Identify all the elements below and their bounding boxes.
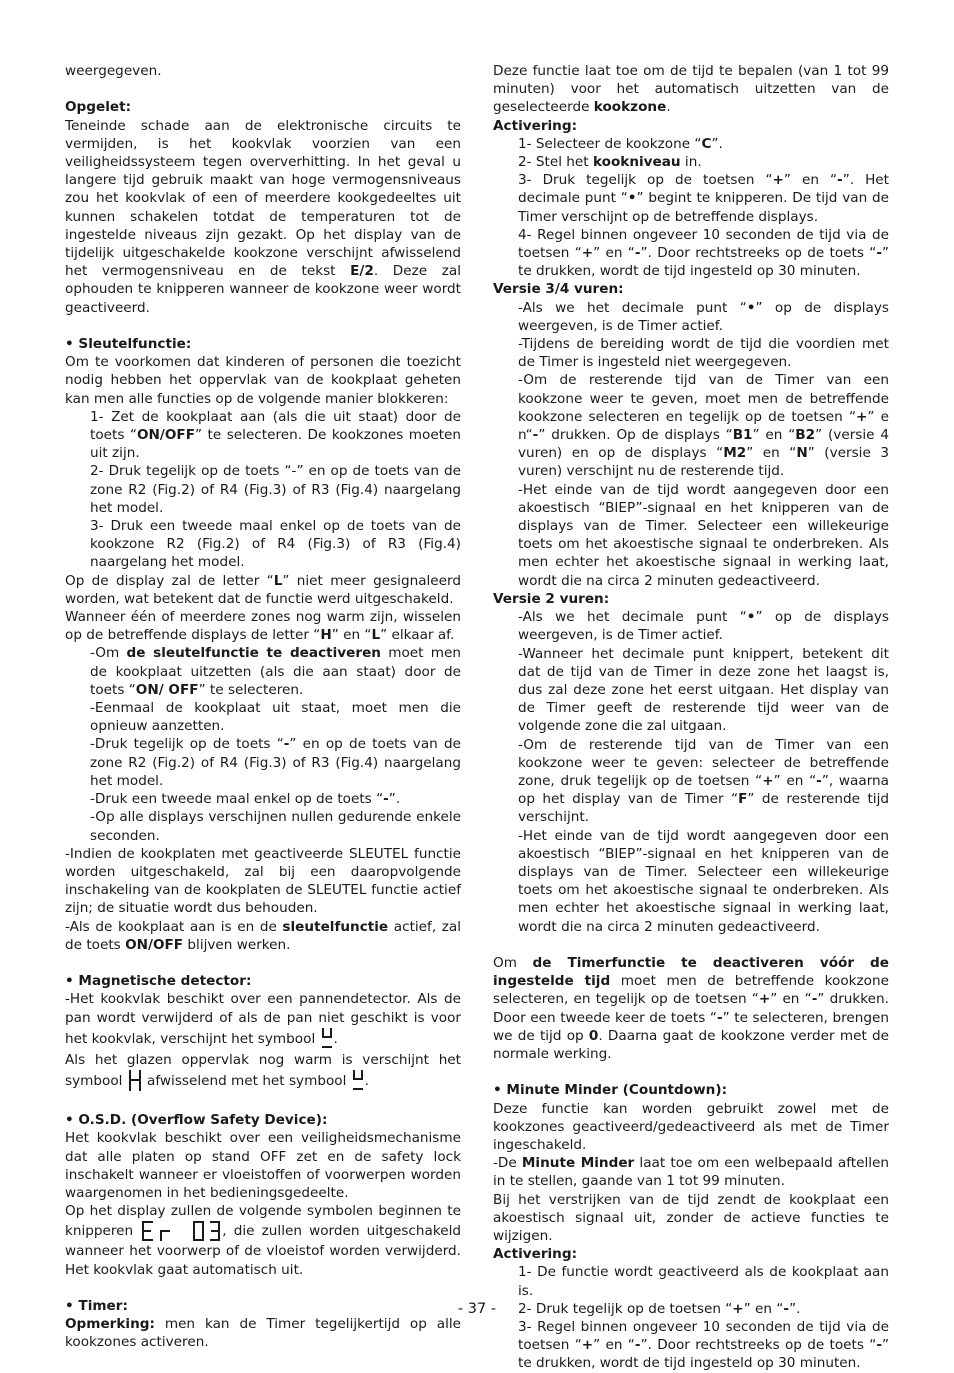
paragraph <box>65 990 461 1050</box>
bold-text-run: L <box>371 627 381 644</box>
text-run: ” niet meer gesignaleerd worden, wat betekent dat de functie werd uitgeschakeld. <box>65 572 462 607</box>
paragraph <box>65 335 461 353</box>
bold-text-run: E/2 <box>350 263 374 280</box>
paragraph <box>90 790 461 808</box>
text-run: ” en “ <box>770 991 812 1008</box>
h-symbol-icon <box>127 1069 143 1093</box>
text-run: ” elkaar af. <box>380 627 455 644</box>
text-run: ” begint te knipperen. De tijd van de Timer verschijnt op de betreffende displays. <box>518 190 889 225</box>
paragraph <box>65 1051 461 1093</box>
text-run: Deze functie kan worden gebruikt zowel met de kookzones geactiveerd/gedeactiveerd als met de Timer ingeschakeld. <box>493 1100 889 1153</box>
paragraph <box>518 827 889 936</box>
paragraph <box>90 408 461 463</box>
text-run: Teneinde schade aan de elektronische circuits te vermijden, is het kookvlak voorzien van een veiligheidssysteem tegen oververhitting. In het geval u langere tijd gebruik maakt van hoge vermogensniveaus zou het kookvlak of een of meerdere kookgedeeltes uit kunnen schakelen totdat de temperaturen tot de ingestelde niveaus zijn gezakt. Op het display van de tijdelijk uitgeschakelde kookzone verschijnt afwisselend het vermogensniveau en de tekst <box>65 117 461 280</box>
text-run: weergegeven. <box>65 63 162 79</box>
paragraph <box>65 117 461 317</box>
paragraph <box>518 171 889 226</box>
text-run: -Als we het decimale punt “ <box>518 609 747 626</box>
text-run: Op het display zullen de volgende symbolen beginnen te knipperen <box>65 1203 461 1240</box>
bold-text-run: - <box>837 172 843 189</box>
bold-text-run: + <box>772 172 784 189</box>
paragraph <box>518 1263 889 1299</box>
bold-text-run: + <box>581 245 594 262</box>
text-run: laat toe om een welbepaald aftellen in te stellen, gaande van 1 tot 99 minuten. <box>493 1155 889 1190</box>
text-run: ” de resterende tijd verschijnt. <box>518 791 889 826</box>
text-run: -Tijdens de bereiding wordt de tijd die voordien met de Timer is ingesteld niet weergegeven. <box>518 336 889 371</box>
bold-text-run: - <box>634 1337 641 1354</box>
bold-text-run: N <box>796 445 808 462</box>
text-run: actief, zal de toets <box>65 918 461 953</box>
text-run: Als het glazen oppervlak nog warm is verschijnt het symbool <box>65 1051 461 1089</box>
paragraph <box>65 353 461 408</box>
paragraph <box>90 462 461 517</box>
text-run: 3- Regel binnen ongeveer 10 seconden de tijd via de toetsen “ <box>518 1318 889 1354</box>
paragraph <box>65 1129 461 1202</box>
text-run: ” op de displays weergeven, is de Timer actief. <box>518 609 889 644</box>
text-run: -Op alle displays verschijnen nullen gedurende enkele seconden. <box>90 809 461 844</box>
text-run: ” en “ <box>773 772 817 789</box>
bold-text-run: H <box>320 627 332 644</box>
pan-symbol-icon <box>351 1069 365 1093</box>
text-run: ” en op de toets van de zone R2 (Fig.2) of R4 (Fig.3) of R3 (Fig.4) naargelang het model. <box>90 736 461 789</box>
spacer <box>65 1279 461 1297</box>
text-run: -Druk een tweede maal enkel op de toets “ <box>90 791 384 808</box>
bold-text-run: Opmerking: <box>65 1316 155 1333</box>
text-run: -Het einde van de tijd wordt aangegeven door een akoestisch “BIEP”-signaal en het knipperen van de displays van de Timer. Selecteer een willekeurige toets om het akoestische signaal te onderbreken. Als men echter het akoestische signaal in werking laat, wordt die na circa 2 minuten gedeactiveerd. <box>518 827 889 935</box>
text-run: -Om <box>90 645 127 662</box>
bold-text-run: L <box>273 572 283 589</box>
bold-text-run: + <box>732 1300 744 1317</box>
bold-text-run: • Timer: <box>65 1297 128 1314</box>
text-run: 2- Druk tegelijk op de toetsen “ <box>518 1300 733 1317</box>
text-run: ” en “ <box>593 1337 635 1354</box>
text-run: -Wanneer het decimale punt knippert, betekent dit dat de tijd van de Timer in deze zone het laagst is, dus zal deze zone het eerst uitgaan. Het display van de Timer geeft de resterende tijd weer van de volgende zone die zal uitgaan. <box>518 645 889 735</box>
text-run: Om <box>493 954 533 971</box>
text-run: ” en “ <box>783 172 838 189</box>
bold-text-run: Activering: <box>493 117 578 134</box>
text-run: -Indien de kookplaten met geactiveerde SLEUTEL functie worden uitgeschakeld, zal bij een daaropvolgende inschakeling van de kookplaten de SLEUTEL functie actief zijn; de situatie wordt dus behouden. <box>65 845 461 917</box>
paragraph <box>518 608 889 644</box>
text-run: , die zullen worden uitgeschakeld wanneer het voorwerp of de vloeistof worden verwijderd. Het kookvlak gaat automatisch uit. <box>65 1223 461 1278</box>
text-run: . Daarna gaat de kookzone verder met de normale werking. <box>493 1027 890 1062</box>
bold-text-run: - <box>283 736 290 753</box>
text-run: 1- De functie wordt geactiveerd als de kookplaat aan is. <box>518 1264 889 1299</box>
text-run: ” en “ <box>752 427 796 444</box>
bold-text-run: kookniveau <box>592 154 681 171</box>
spacer <box>493 936 889 954</box>
text-run: -Het kookvlak beschikt over een pannendetector. Als de pan wordt verwijderd of als de pan niet geschikt is voor het kookvlak, verschijnt het symbool <box>65 991 461 1047</box>
bold-text-run: de Timerfunctie te deactiveren vóór de ingestelde tijd <box>493 954 889 990</box>
bold-text-run: + <box>581 1337 594 1354</box>
text-run: Het kookvlak beschikt over een veiligheidsmechanisme dat alle platen op stand OFF zet en de safety lock inschakelt wanneer er vloeistoffen of voorwerpen worden waargenomen in het bedieningsgedeelte. <box>65 1130 461 1201</box>
paragraph <box>518 481 889 590</box>
text-run: afwisselend met het symbool <box>142 1072 351 1089</box>
bold-text-run: Opgelet: <box>65 99 132 116</box>
bold-text-run: - <box>783 1300 790 1317</box>
paragraph <box>65 972 461 990</box>
paragraph <box>518 736 889 827</box>
text-run: men kan de Timer tegelijkertijd op alle kookzones activeren. <box>65 1316 461 1351</box>
bold-text-run: - <box>634 245 641 262</box>
text-run: . <box>364 1072 370 1089</box>
bold-text-run: • O.S.D. (Overflow Safety Device): <box>65 1112 328 1129</box>
text-run: ” drukken. Door een tweede keer de toets “ <box>493 991 889 1026</box>
spacer <box>65 317 461 335</box>
spacer <box>493 1063 889 1081</box>
text-run: ” te selecteren, brengen we de tijd op <box>493 1009 889 1044</box>
paragraph <box>65 845 461 918</box>
paragraph <box>493 1100 889 1155</box>
bold-text-run: • Magnetische detector: <box>65 973 252 990</box>
text-run: ” te selecteren. <box>198 681 304 698</box>
bold-text-run: sleutelfunctie <box>282 918 389 935</box>
paragraph <box>90 735 461 790</box>
bold-text-run: de sleutelfunctie te deactiveren <box>126 645 381 662</box>
text-run: ”. <box>388 791 401 808</box>
text-run: Deze functie laat toe om de tijd te bepalen (van 1 tot 99 minuten) voor het automatisch uitzetten van de geselecteerde <box>493 63 889 116</box>
bold-text-run: + <box>758 991 771 1008</box>
bold-text-run: M2 <box>723 445 747 462</box>
paragraph <box>65 1315 461 1351</box>
text-run: ” e n“ <box>518 408 889 444</box>
bold-text-run: + <box>762 772 774 789</box>
text-run: ” en “ <box>743 1300 784 1317</box>
text-run: moet men de betreffende kookzone selecteren, en tegelijk op de toetsen “ <box>493 973 889 1008</box>
text-run: ”. Door rechtstreeks op de toets “ <box>640 245 877 262</box>
paragraph <box>493 590 889 608</box>
bold-text-run: - <box>876 1337 882 1354</box>
text-run: ”. Het decimale punt “ <box>518 172 889 207</box>
text-run: blijven werken. <box>183 936 291 953</box>
text-run: -De <box>493 1155 522 1172</box>
paragraph <box>90 517 461 572</box>
bold-text-run: F <box>738 791 748 808</box>
bold-text-run: ON/OFF <box>136 427 195 444</box>
text-run: -Druk tegelijk op de toets “ <box>90 736 284 753</box>
paragraph <box>493 1154 889 1190</box>
bold-text-run: - <box>532 427 539 444</box>
text-run: 1- Zet de kookplaat aan (als die uit staat) door de toets “ <box>90 408 461 444</box>
text-run: ”. <box>789 1300 801 1317</box>
bold-text-run: • Sleutelfunctie: <box>65 336 192 353</box>
text-run: ” en “ <box>593 245 635 262</box>
text-run: -Als we het decimale punt “ <box>518 299 747 316</box>
text-run: 2- Stel het <box>518 154 593 171</box>
bold-text-run: Minute Minder <box>521 1155 635 1172</box>
paragraph <box>493 954 889 1063</box>
paragraph <box>518 645 889 736</box>
paragraph <box>65 1202 461 1279</box>
paragraph <box>90 808 461 844</box>
bold-text-run: Versie 3/4 vuren: <box>493 281 624 298</box>
text-run: Op de display zal de letter “ <box>65 572 274 589</box>
bold-text-run: - <box>816 772 822 789</box>
bold-text-run: kookzone <box>593 99 667 116</box>
text-run: -Om de resterende tijd van de Timer van een kookzone weer te geven: selecteer de betreffende zone, druk tegelijk op de toetsen “ <box>518 736 889 789</box>
paragraph <box>493 1245 889 1263</box>
text-run: ”, waarna op het display van de Timer “ <box>518 772 889 808</box>
paragraph <box>493 62 889 117</box>
text-run: -Eenmaal de kookplaat uit staat, moet men die opnieuw aanzetten. <box>90 700 461 735</box>
spacer <box>65 954 461 972</box>
er03-symbol-icon <box>140 1220 222 1242</box>
right-column <box>493 62 889 1373</box>
paragraph <box>518 135 889 153</box>
text-run: in. <box>680 154 702 171</box>
bold-text-run: B2 <box>795 427 816 444</box>
bold-text-run: 0 <box>588 1027 599 1044</box>
paragraph <box>493 1191 889 1246</box>
text-run: Bij het verstrijken van de tijd zendt de kookplaat een akoestisch signaal uit, zonder de actieve functies te wijzigen. <box>493 1191 889 1244</box>
paragraph <box>518 335 889 371</box>
text-run: 1- Selecteer de kookzone “ <box>518 135 702 152</box>
spacer <box>65 80 461 98</box>
bold-text-run: ON/OFF <box>125 936 184 953</box>
pan-symbol-icon <box>320 1027 334 1051</box>
text-run: ” drukken. Op de displays “ <box>538 427 733 444</box>
bold-text-run: - <box>876 245 882 262</box>
text-run: Wanneer één of meerdere zones nog warm zijn, wisselen op de betreffende displays de letter “ <box>65 609 461 644</box>
bold-text-run: • Minute Minder (Countdown): <box>493 1082 728 1099</box>
text-run: -Als de kookplaat aan is en de <box>65 918 283 935</box>
text-run: ” te selecteren. De kookzones moeten uit zijn. <box>90 427 461 462</box>
text-run: 3- Druk tegelijk op de toetsen “ <box>518 172 773 189</box>
paragraph <box>518 371 889 480</box>
bold-text-run: - <box>383 791 389 808</box>
paragraph <box>65 62 461 80</box>
paragraph <box>518 153 889 171</box>
text-run: . Deze zal ophouden te knipperen wanneer de kookzone weer wordt geactiveerd. <box>65 263 461 316</box>
bold-text-run: - <box>811 991 818 1008</box>
paragraph <box>65 608 461 644</box>
paragraph <box>493 1081 889 1099</box>
bold-text-run: - <box>716 1009 723 1026</box>
bold-text-run: + <box>856 408 868 425</box>
text-run: Om te voorkomen dat kinderen of personen die toezicht nodig hebben het oppervlak van de kookplaat geheten kan men alle functies op de volgende manier blokkeren: <box>65 354 461 407</box>
paragraph <box>90 699 461 735</box>
bold-text-run: Versie 2 vuren: <box>493 590 610 607</box>
text-run: . <box>666 99 671 116</box>
text-run: ” (versie 3 vuren) verschijnt nu de resterende tijd. <box>518 445 889 480</box>
text-run: 2- Druk tegelijk op de toets “-” en op de toets van de zone R2 (Fig.2) of R4 (Fig.3) of R3 (Fig.4) naargelang het model. <box>90 463 461 516</box>
bold-text-run: Activering: <box>493 1246 578 1263</box>
text-run: ” en “ <box>746 445 797 462</box>
text-run: ”. <box>711 135 723 152</box>
paragraph <box>65 98 461 116</box>
text-run: 4- Regel binnen ongeveer 10 seconden de tijd via de toetsen “ <box>518 226 889 262</box>
page-number: - 37 - <box>457 1301 497 1317</box>
paragraph <box>493 280 889 298</box>
bold-text-run: B1 <box>732 427 753 444</box>
text-run: ” (versie 4 vuren) en op de displays “ <box>518 427 889 462</box>
paragraph <box>518 1318 889 1373</box>
text-run: ” en “ <box>331 627 372 644</box>
text-run: . <box>333 1030 338 1047</box>
paragraph <box>65 918 461 954</box>
paragraph <box>65 1111 461 1129</box>
left-column <box>65 62 461 1352</box>
bold-text-run: • <box>746 609 756 626</box>
text-run: moet men de kookplaat uitzetten (als die aan staat) door de toets “ <box>90 645 461 698</box>
text-run: ”. Door rechtstreeks op de toets “ <box>640 1337 877 1354</box>
bold-text-run: C <box>701 135 712 152</box>
paragraph <box>518 299 889 335</box>
bold-text-run: • <box>627 190 637 207</box>
bold-text-run: ON/ OFF <box>135 681 199 698</box>
spacer <box>65 1093 461 1111</box>
paragraph <box>90 644 461 699</box>
paragraph <box>518 226 889 281</box>
paragraph <box>493 117 889 135</box>
text-run: -Het einde van de tijd wordt aangegeven door een akoestisch “BIEP”-signaal en het knipperen van de displays van de Timer. Selecteer een willekeurige toets om het akoestische signaal te onderbreken. Als men echter het akoestische signaal in werking laat, wordt die na circa 2 minuten gedeactiveerd. <box>518 481 889 589</box>
bold-text-run: • <box>746 299 756 316</box>
text-run: ” te drukken, wordt de tijd ingesteld op 30 minuten. <box>518 1337 890 1372</box>
text-run: -Om de resterende tijd van de Timer van een kookzone weer te geven, moet men de betreffende kookzone selecteren en tegelijk op de toetsen “ <box>518 372 889 425</box>
text-run: ” te drukken, wordt de tijd ingesteld op 30 minuten. <box>518 245 890 280</box>
text-run: 3- Druk een tweede maal enkel op de toets van de kookzone R2 (Fig.2) of R4 (Fig.3) of R3 (Fig.4) naargelang het model. <box>90 518 461 571</box>
text-run: ” op de displays weergeven, is de Timer actief. <box>518 299 889 334</box>
paragraph <box>65 572 461 608</box>
